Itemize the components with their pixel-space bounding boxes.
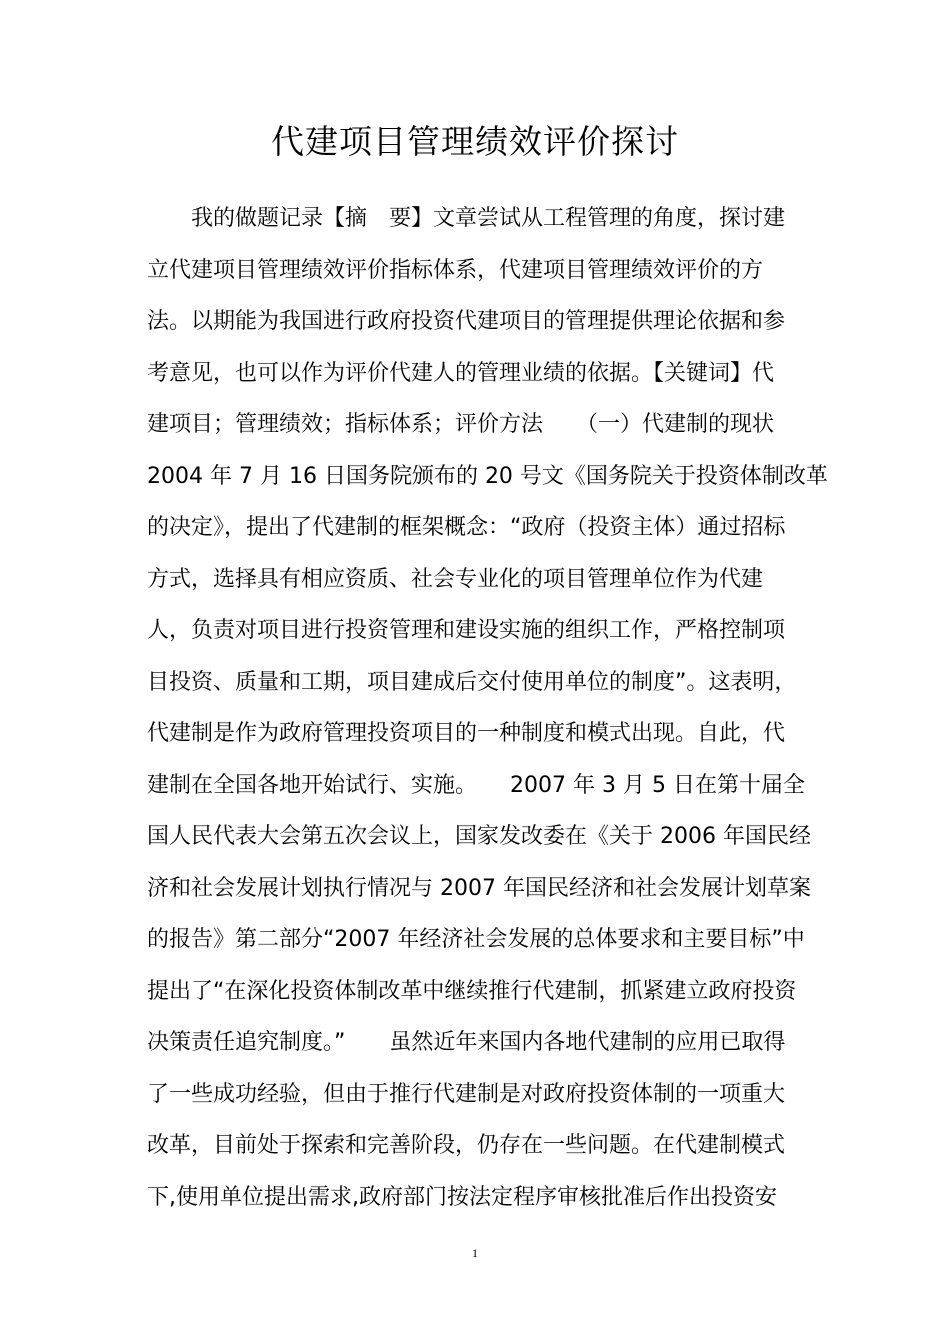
body-line: 代建制是作为政府管理投资项目的一种制度和模式出现。自此，代 bbox=[147, 721, 786, 746]
body-line: 建项目；管理绩效；指标体系；评价方法 （一）代建制的现状 bbox=[147, 412, 775, 437]
body-line: 我的做题记录【摘 要】文章尝试从工程管理的角度，探讨建 bbox=[191, 206, 786, 231]
body-line: 了一些成功经验，但由于推行代建制是对政府投资体制的一项重大 bbox=[147, 1081, 786, 1107]
body-line: 国人民代表大会第五次会议上，国家发改委在《关于 2006 年国民经 bbox=[147, 824, 811, 849]
document-title: 代建项目管理绩效评价探讨 bbox=[271, 122, 679, 161]
page-number: 1 bbox=[472, 1246, 478, 1260]
body-line: 提出了“在深化投资体制改革中继续推行代建制，抓紧建立政府投资 bbox=[147, 978, 797, 1004]
document-body bbox=[147, 193, 828, 1223]
body-line: 2004 年 7 月 16 日国务院颁布的 20 号文《国务院关于投资体制改革 bbox=[147, 463, 828, 489]
body-line: 决策责任追究制度。” 虽然近年来国内各地代建制的应用已取得 bbox=[147, 1030, 786, 1055]
body-line: 的报告》第二部分“2007 年经济社会发展的总体要求和主要目标”中 bbox=[147, 927, 805, 952]
body-line: 立代建项目管理绩效评价指标体系，代建项目管理绩效评价的方 bbox=[147, 257, 764, 283]
body-line: 考意见，也可以作为评价代建人的管理业绩的依据。【关键词】代 bbox=[147, 360, 775, 386]
body-line: 法。以期能为我国进行政府投资代建项目的管理提供理论依据和参 bbox=[147, 309, 786, 334]
body-line: 目投资、质量和工期，项目建成后交付使用单位的制度”。这表明， bbox=[147, 669, 797, 695]
body-line: 建制在全国各地开始试行、实施。 2007 年 3 月 5 日在第十届全 bbox=[147, 772, 805, 798]
body-line: 改革，目前处于探索和完善阶段，仍存在一些问题。在代建制模式 bbox=[147, 1133, 786, 1158]
body-line: 人，负责对项目进行投资管理和建设实施的组织工作，严格控制项 bbox=[147, 618, 786, 643]
body-line: 济和社会发展计划执行情况与 2007 年国民经济和社会发展计划草案 bbox=[147, 875, 811, 901]
body-line: 的决定》，提出了代建制的框架概念：“政府（投资主体）通过招标 bbox=[147, 515, 786, 540]
body-line: 方式，选择具有相应资质、社会专业化的项目管理单位作为代建 bbox=[147, 566, 764, 592]
body-line: 下,使用单位提出需求,政府部门按法定程序审核批准后作出投资安 bbox=[147, 1184, 777, 1210]
